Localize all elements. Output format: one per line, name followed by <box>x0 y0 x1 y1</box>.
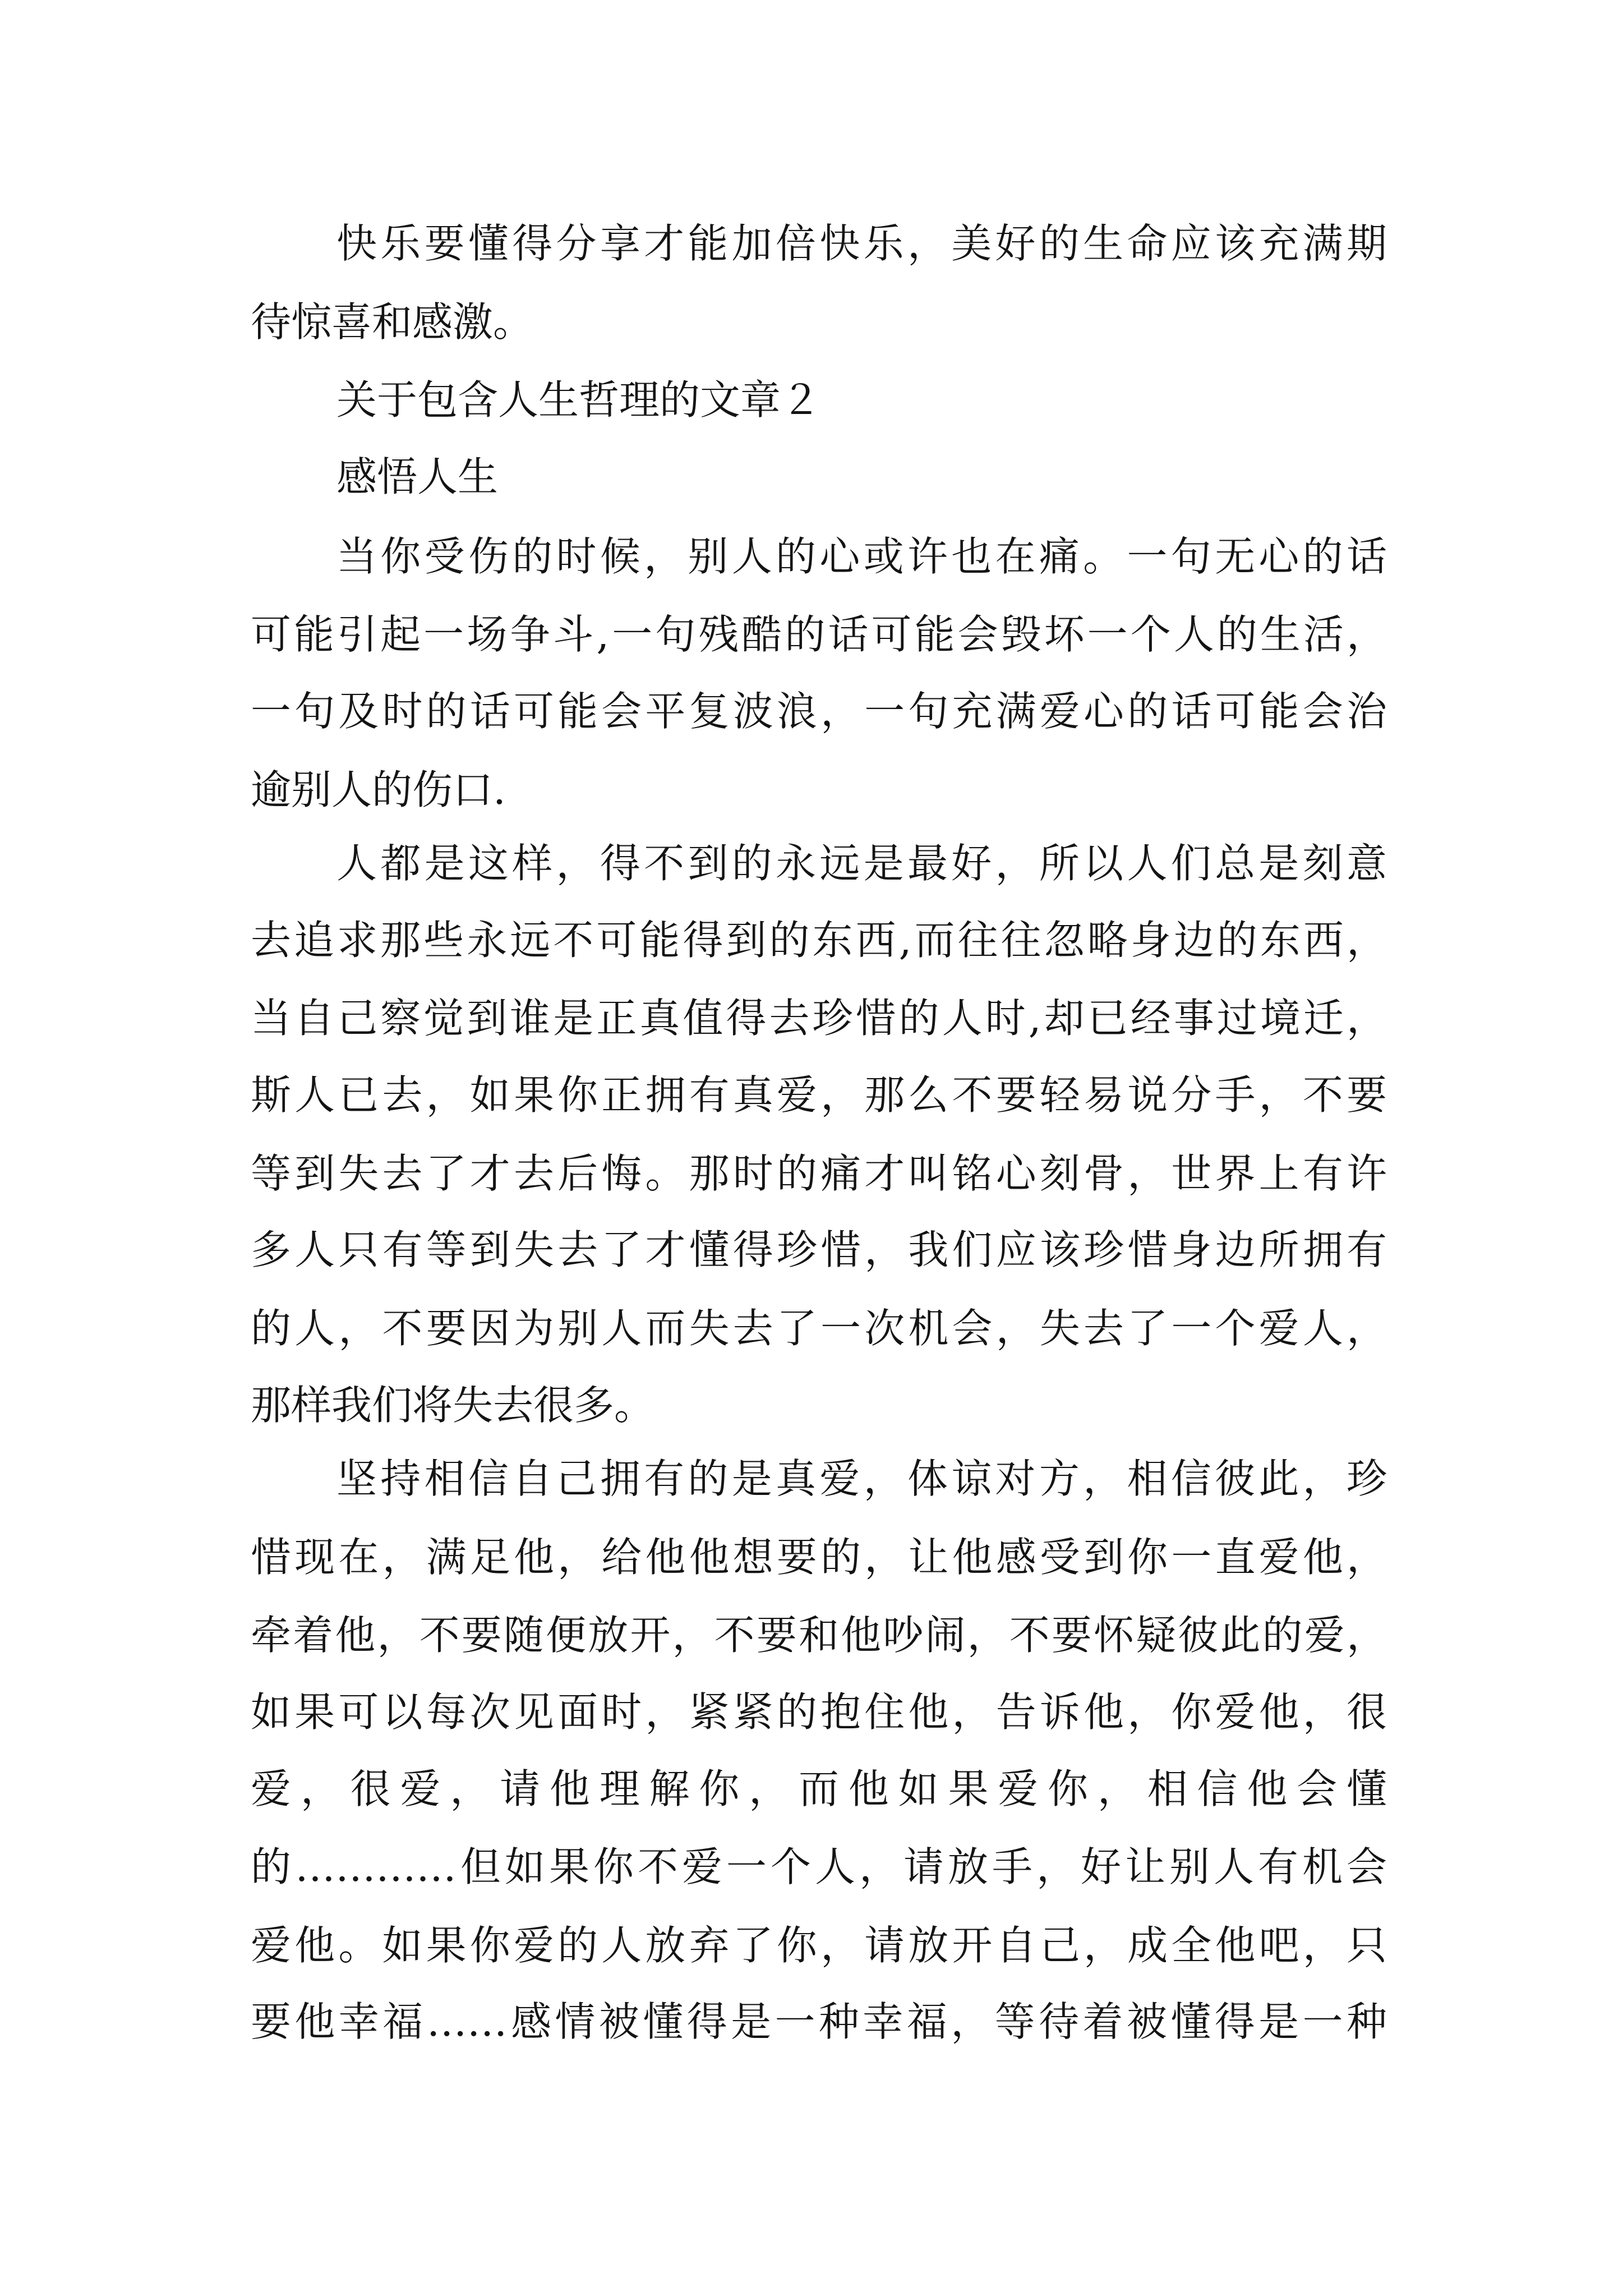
paragraph-line: 当自己察觉到谁是正真值得去珍惜的人时,却已经事过境迁， <box>251 995 1387 1042</box>
paragraph-line: 如果可以每次见面时，紧紧的抱住他，告诉他，你爱他，很 <box>251 1688 1387 1736</box>
section-title: 感悟人生 <box>336 453 499 500</box>
paragraph-line: 爱他。如果你爱的人放弃了你，请放开自己，成全他吧，只 <box>251 1922 1387 1969</box>
paragraph-line: 爱，很爱，请他理解你，而他如果爱你，相信他会懂 <box>251 1765 1387 1812</box>
paragraph-line: 当你受伤的时候，别人的心或许也在痛。一句无心的话 <box>336 533 1387 580</box>
paragraph-line: 逾别人的伤口. <box>251 766 506 813</box>
paragraph-line: 的…………但如果你不爱一个人，请放手，好让别人有机会 <box>251 1843 1387 1890</box>
paragraph-line: 快乐要懂得分享才能加倍快乐，美好的生命应该充满期 <box>336 220 1387 267</box>
paragraph-line: 待惊喜和感激。 <box>251 298 534 346</box>
paragraph-line: 坚持相信自己拥有的是真爱，体谅对方，相信彼此，珍 <box>336 1455 1387 1502</box>
paragraph-line: 的人，不要因为别人而失去了一次机会，失去了一个爱人， <box>251 1305 1387 1352</box>
paragraph-line: 可能引起一场争斗,一句残酷的话可能会毁坏一个人的生活， <box>251 611 1387 658</box>
paragraph-line: 牵着他，不要随便放开，不要和他吵闹，不要怀疑彼此的爱， <box>251 1612 1387 1659</box>
paragraph-line: 多人只有等到失去了才懂得珍惜，我们应该珍惜身边所拥有 <box>251 1226 1387 1273</box>
paragraph-line: 人都是这样，得不到的永远是最好，所以人们总是刻意 <box>336 840 1387 887</box>
paragraph-line: 要他幸福……感情被懂得是一种幸福，等待着被懂得是一种 <box>251 1998 1387 2045</box>
paragraph-line: 去追求那些永远不可能得到的东西,而往往忽略身边的东西， <box>251 917 1387 964</box>
paragraph-line: 惜现在，满足他，给他他想要的，让他感受到你一直爱他， <box>251 1534 1387 1581</box>
paragraph-line: 等到失去了才去后悔。那时的痛才叫铭心刻骨，世界上有许 <box>251 1150 1387 1197</box>
paragraph-line: 一句及时的话可能会平复波浪，一句充满爱心的话可能会治 <box>251 688 1387 735</box>
paragraph-line: 那样我们将失去很多。 <box>251 1382 655 1429</box>
article-title: 关于包含人生哲理的文章２ <box>336 376 822 424</box>
paragraph-line: 斯人已去，如果你正拥有真爱，那么不要轻易说分手，不要 <box>251 1071 1387 1119</box>
